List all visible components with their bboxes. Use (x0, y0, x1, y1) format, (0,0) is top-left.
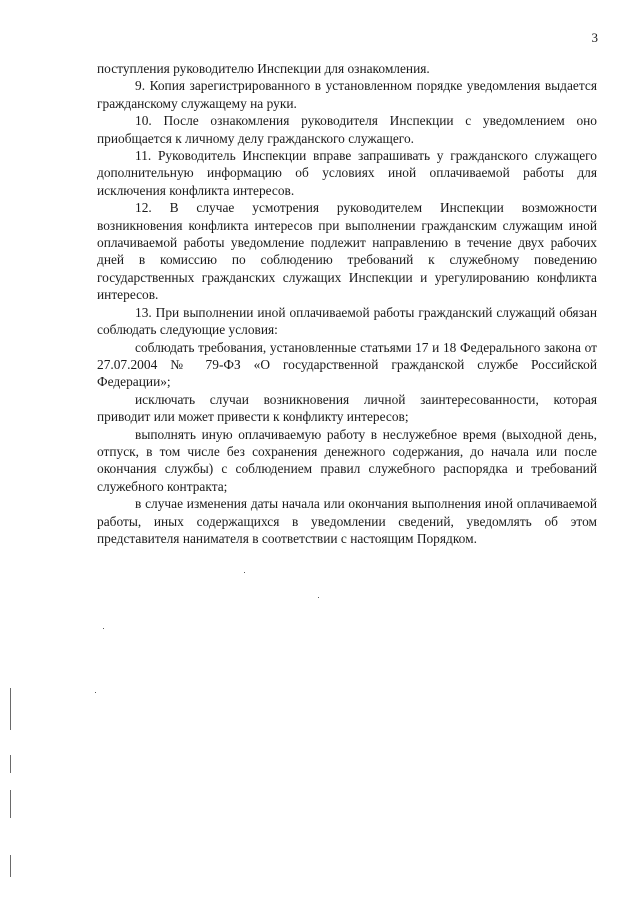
condition-item: в случае изменения даты начала или окончания выполнения иной оплачиваемой работы, иных содержащихся в уведомлении сведений, уведомлять об этом представителя нанимателя в соответствии с настоящим Порядком. (97, 496, 597, 546)
scan-artifact (10, 855, 11, 877)
condition-item: соблюдать требования, установленные статьями 17 и 18 Федерального закона от 27.07.2004 № 79-ФЗ «О государственной гражданской службе Российской Федерации»; (97, 339, 597, 390)
paragraph-9: 9. Копия зарегистрированного в установленном порядке уведомления выдается гражданскому служащему на руки. (97, 78, 597, 111)
condition-item: выполнять иную оплачиваемую работу в неслужебное время (выходной день, отпуск, в том числе без сохранения денежного содержания, до начала или после окончания службы) с соблюдением правил служебного распорядка и требований служебного контракта; (97, 426, 597, 494)
scan-artifact (244, 572, 245, 573)
scan-artifact (318, 597, 319, 598)
scan-artifact (10, 755, 11, 773)
scan-artifact (10, 688, 11, 730)
condition-item: исключать случаи возникновения личной заинтересованности, которая приводит или может привести к конфликту интересов; (97, 391, 597, 425)
scan-artifact (95, 692, 96, 693)
paragraph-10: 10. После ознакомления руководителя Инспекции с уведомлением оно приобщается к личному делу гражданского служащего. (97, 113, 597, 146)
paragraph-12: 12. В случае усмотрения руководителем Инспекции возможности возникновения конфликта интересов при выполнении гражданским служащим иной оплачиваемой работы уведомление подлежит направлению в течение двух рабочих дней в комиссию по соблюдению требований к служебному поведению государственных гражданских служащих Инспекции и урегулированию конфликта интересов. (97, 200, 597, 303)
paragraph-11: 11. Руководитель Инспекции вправе запрашивать у гражданского служащего дополнительную информацию об условиях иной оплачиваемой работы для исключения конфликта интересов. (97, 148, 597, 198)
paragraph-continuation: поступления руководителю Инспекции для ознакомления. (97, 61, 430, 76)
scan-artifact (10, 790, 11, 818)
page-number: 3 (591, 30, 598, 45)
scan-artifact (103, 628, 104, 629)
document-body (97, 60, 597, 547)
paragraph-13: 13. При выполнении иной оплачиваемой работы гражданский служащий обязан соблюдать следующие условия: (97, 304, 597, 338)
